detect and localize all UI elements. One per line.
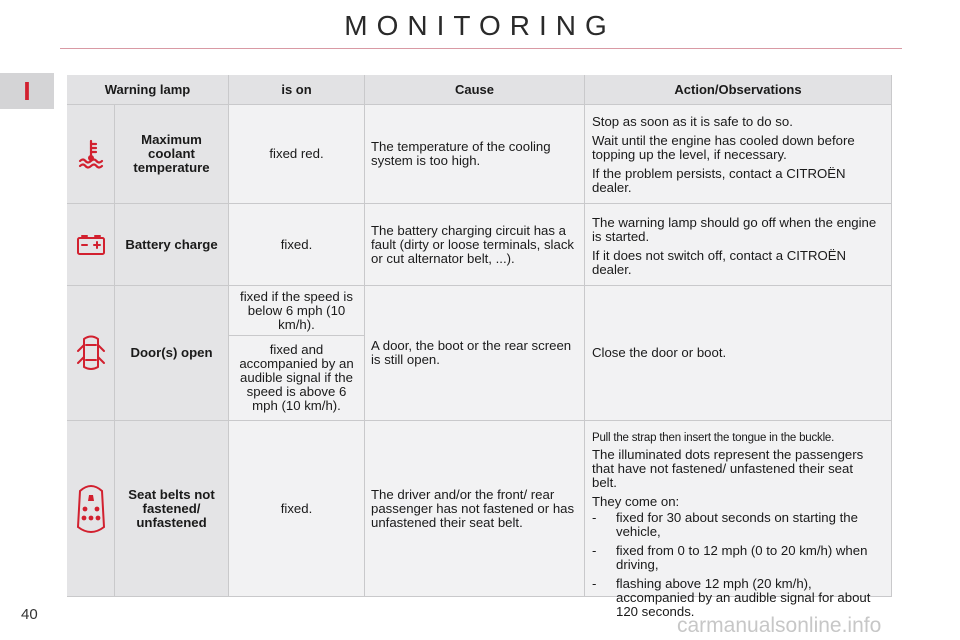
action-text: They come on: xyxy=(592,494,680,509)
lamp-cause: The battery charging circuit has a fault (dirty or loose terminals, slack or cut alternator belt, ...). xyxy=(365,204,585,286)
lamp-name: Battery charge xyxy=(115,204,229,286)
lamp-name: Seat belts not fastened/ unfastened xyxy=(115,421,229,597)
warning-lamp-table xyxy=(67,75,892,619)
door-open-icon xyxy=(76,333,106,373)
lamp-state: fixed red. xyxy=(229,105,365,204)
list-item: - fixed from 0 to 12 mph (0 to 20 km/h) when driving, xyxy=(592,543,868,572)
table-row-seatbelt-icon-cell xyxy=(67,421,115,597)
table-row-coolant-icon-cell xyxy=(67,105,115,204)
lamp-cause: A door, the boot or the rear screen is still open. xyxy=(365,286,585,421)
lamp-cause: The driver and/or the front/ rear passenger has not fastened or has unfastened their seat belt. xyxy=(365,421,585,597)
page-number: 40 xyxy=(21,606,38,623)
header-warning-lamp: Warning lamp xyxy=(67,75,229,105)
chapter-tab[interactable]: I xyxy=(0,73,54,109)
lamp-state: fixed. xyxy=(229,421,365,597)
action-text: Wait until the engine has cooled down before topping up the level, if necessary. xyxy=(592,133,855,162)
header-action: Action/Observations xyxy=(585,75,892,105)
action-text: If it does not switch off, contact a CITROËN dealer. xyxy=(592,248,847,277)
watermark: carmanualsonline.info xyxy=(677,614,882,637)
list-item-text: fixed for 30 about seconds on starting the vehicle, xyxy=(616,510,858,539)
lamp-name: Maximum coolant temperature xyxy=(115,105,229,204)
title-divider xyxy=(60,48,902,49)
list-item: - flashing above 12 mph (20 km/h), accompanied by an audible signal for about 120 seconds. xyxy=(592,576,871,619)
seat-belt-icon xyxy=(74,481,108,537)
lamp-name: Door(s) open xyxy=(115,286,229,421)
action-list xyxy=(592,511,881,619)
action-text: If the problem persists, contact a CITROËN dealer. xyxy=(592,166,846,195)
lamp-action xyxy=(585,105,892,204)
lamp-state: fixed. xyxy=(229,204,365,286)
coolant-temperature-icon xyxy=(77,139,105,169)
action-note: Pull the strap then insert the tongue in the buckle. xyxy=(592,432,835,444)
header-cause: Cause xyxy=(365,75,585,105)
table-row-battery-icon-cell xyxy=(67,204,115,286)
list-item: - fixed for 30 about seconds on starting the vehicle, xyxy=(592,510,858,539)
lamp-state: fixed and accompanied by an audible signal if the speed is above 6 mph (10 km/h). xyxy=(229,336,365,421)
action-text: Stop as soon as it is safe to do so. xyxy=(592,114,793,129)
lamp-action: Close the door or boot. xyxy=(585,286,892,421)
lamp-cause: The temperature of the cooling system is too high. xyxy=(365,105,585,204)
action-text: The warning lamp should go off when the engine is started. xyxy=(592,215,877,244)
list-item-text: flashing above 12 mph (20 km/h), accompanied by an audible signal for about 120 seconds. xyxy=(616,576,871,619)
lamp-action xyxy=(585,421,892,619)
table-row-doors-icon-cell xyxy=(67,286,115,421)
header-is-on: is on xyxy=(229,75,365,105)
list-item-text: fixed from 0 to 12 mph (0 to 20 km/h) when driving, xyxy=(616,543,868,572)
lamp-action xyxy=(585,204,892,286)
action-text: The illuminated dots represent the passengers that have not fastened/ unfastened their seat belt. xyxy=(592,447,864,490)
lamp-state: fixed if the speed is below 6 mph (10 km/h). xyxy=(229,286,365,336)
battery-icon xyxy=(76,234,106,256)
page-title: MONITORING xyxy=(344,10,616,41)
